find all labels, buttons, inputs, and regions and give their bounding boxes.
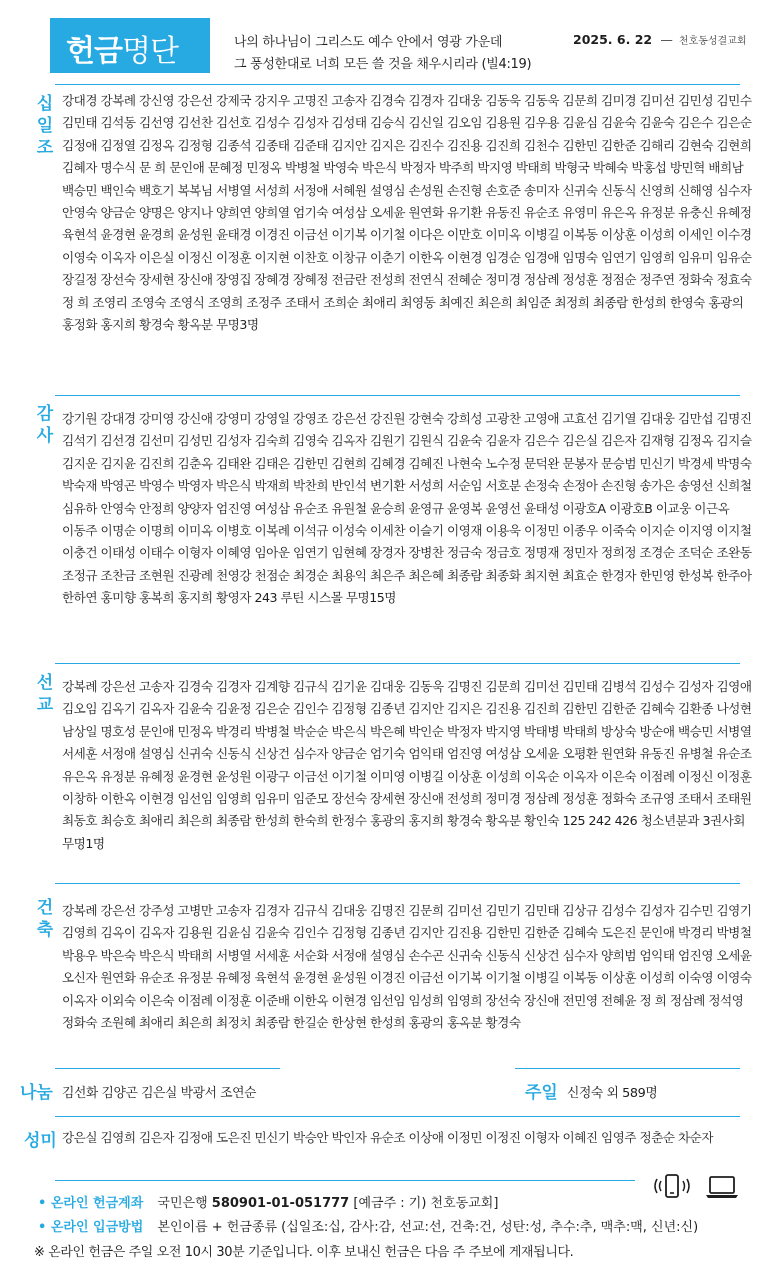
divider [55,84,740,85]
method-text: 본인이름 + 헌금종류 (십일조:십, 감사:감, 선교:선, 건축:건, 성탄:성, 추수:추, 맥추:맥, 신년:신) [157,1220,699,1235]
section-label-mission: 선 교 [36,673,54,715]
building-names: 강복례 강은선 강주성 고병만 고송자 김경자 김규식 김대웅 김명진 김문희 김미선 김민기 김민태 김상규 김성수 김성자 김수민 김영기 김영희 김옥이 김옥자 김용원 김윤심 김윤숙 김인수 김정형 김종년 김지안 김진용 김한민 김한준 김혜숙 도은진 문인애 박경리 박병철 박용우 박은숙 박은식 박태희 서병열 서세훈 서순화 서정애 설영심 손수곤 신귀숙 신동식 신상건 심수자 양희범 엄익태 엄진영 오세윤 오신자 원연화 유순조 유정분 유혜정 육현석 윤경현 윤성원 이경진 이금선 이기복 이기철 이병길 이복동 이상훈 이성희 이숙영 이영숙 이옥자 이외숙 이은숙 이점례 이정훈 이준배 이한옥 이현경 임선임 임성희 임영희 장선숙 장신애 전민영 전혜윤 정 희 정삼례 정석영 정화숙 조원혜 최애리 최은희 최정치 최종람 한길순 한상현 한성희 홍광의 홍옥분 황경숙 [62,903,752,1031]
section-label-sunday: 주일 [525,1083,558,1103]
page-title: 헌금명단 [66,34,178,69]
phone-icon [652,1172,692,1200]
divider [515,1068,740,1069]
divider [55,1180,635,1181]
account-label: 온라인 헌금계좌 [50,1196,144,1211]
divider [55,1116,740,1117]
section-label-holy-rice: 성미 [24,1131,57,1151]
sunday-names: 신정숙 외 589명 [567,1086,658,1101]
scripture-verse: 나의 하나님이 그리스도 예수 안에서 영광 가운데 그 풍성한대로 너희 모든 쓸 것을 채우시리라 (빌4:19) [234,35,532,72]
divider [55,883,740,884]
method-label: 온라인 입금방법 [50,1220,144,1235]
church-name: 천호동성결교회 [678,36,747,47]
divider [55,663,740,664]
thanks-names: 강기원 강대경 강미영 강신애 강영미 강영일 강영조 강은선 강진원 강현숙 강희성 고광찬 고영애 고효선 김기열 김대웅 김만섭 김명진 김석기 김선경 김선미 김성민 김성자 김숙희 김영숙 김옥자 김원기 김원식 김윤숙 김윤자 김은수 김은실 김은자 김재형 김정옥 김지슬 김지운 김지윤 김진희 김춘옥 김태완 김태은 김한민 김현희 김혜경 김혜진 나현숙 노수정 문덕완 문봉자 문승범 민신기 박경세 박명숙 박숙재 박영곤 박영수 박영자 박은식 박재희 박찬희 반인석 변기환 서성희 서순임 서호분 손정숙 손정아 손진형 송가은 송영선 신희철 심유하 안영숙 안정희 양양자 엄진영 여성삼 유순조 유원철 윤승희 윤영규 윤영복 윤영선 윤태성 이광호A 이광호B 이교웅 이근옥 이동주 이명순 이명희 이미옥 이병호 이복례 이석규 이성숙 이세찬 이슬기 이영재 이용욱 이정민 이종우 이죽숙 이지순 이지영 이지철 이충건 이태성 이태수 이형자 이혜영 임아운 임연기 임현혜 장경자 장병찬 정금숙 정금호 정명재 정민자 정희정 조경순 조덕순 조완동 조정규 조찬금 조현원 진광례 천영강 천점순 최경순 최용익 최은주 최은혜 최종람 최종화 최지현 최효순 한경자 한민영 한성복 한주아 한하연 홍미향 홍복희 홍지희 황영자 243 루틴 시스몰 무명15명 [62,411,752,606]
online-method-row: • 온라인 입금방법 본인이름 + 헌금종류 (십일조:십, 감사:감, 선교:선, 건축:건, 성탄:성, 추수:추, 맥추:맥, 신년:신) [38,1220,699,1235]
account-number[interactable]: 580901-01-051777 [211,1196,350,1211]
section-label-building: 건 축 [36,898,54,940]
section-label-thanks: 감 사 [36,404,54,446]
divider [55,1068,280,1069]
section-label-sharing: 나눔 [20,1083,53,1103]
holy-rice-names: 강은실 김영희 김은자 김정애 도은진 민신기 박승안 박인자 유순조 이상애 이정민 이정진 이형자 이혜진 임영주 정춘순 차순자 [62,1130,713,1145]
sharing-names: 김선화 김양곤 김은실 박광서 조연순 [62,1086,257,1101]
tithe-names: 강대경 강복례 강신영 강은선 강제국 강지우 고명진 고송자 김경숙 김경자 김대웅 김동욱 김동욱 김문희 김미경 김미선 김민성 김민수 김민태 김석동 김선영 김선찬 김선호 김성수 김성자 김성태 김승식 김신일 김오임 김용원 김우용 김윤심 김윤숙 김윤숙 김은수 김은순 김정애 김정열 김정옥 김정형 김종석 김종태 김준태 김지안 김지은 김진수 김진용 김진희 김천수 김한민 김한준 김해리 김현숙 김현희 김혜자 명수식 문 희 문인애 문혜정 민정옥 박병철 박영숙 박은식 박정자 박주희 박지영 박태희 박형국 박혜숙 박홍섭 방민혁 배희남 백승민 백인숙 백호기 복복님 서병열 서성희 서정애 서혜원 설영심 손성원 손진형 손호준 송미자 신귀숙 신동식 신영희 신해영 심수자 안영숙 양금순 양명은 양지나 양희연 양희열 엄기숙 여성삼 오세윤 원연화 유기환 유동진 유순조 유영미 유은옥 유정분 유충신 유혜정 육현석 윤경현 윤경희 윤성원 윤태경 이경진 이금선 이기복 이기철 이다은 이만호 이미옥 이병길 이복동 이상훈 이성희 이세인 이수경 이영숙 이옥자 이은실 이정신 이정훈 이지현 이찬호 이창규 이춘기 이한옥 이현경 임경순 임경애 임명숙 임연기 임영희 임유미 임유순 장길정 장선숙 장세현 장신애 장영집 장혜경 장혜정 전금란 전성희 전연식 전혜순 정미경 정삼례 정성훈 정점순 정주연 정화숙 정효숙 정 희 조영리 조영숙 조영식 조영희 조정주 조태서 조희순 최애리 최영동 최예진 최은희 최임준 최정희 최종람 한성희 한영숙 홍광의 홍정화 홍지희 황경숙 황옥분 무명3명 [62,93,752,333]
account-holder: [예금주 : 기) 천호동교회] [353,1196,499,1211]
online-account-row: • 온라인 헌금계좌 국민은행 580901-01-051777 [예금주 : 기) 천호동교회] [38,1196,499,1211]
account-bank: 국민은행 [157,1196,208,1211]
title-banner [50,18,210,73]
section-label-tithe: 십 일 조 [36,94,54,158]
footnote: ※ 온라인 헌금은 주일 오전 10시 30분 기준입니다. 이후 보내신 헌금은 다음 주 주보에 게재됩니다. [34,1245,574,1260]
bulletin-date: 2025. 6. 22 — 천호동성결교회 [573,32,747,47]
laptop-icon [705,1174,739,1200]
mission-names: 강복례 강은선 고송자 김경숙 김경자 김계향 김규식 김기윤 김대웅 김동욱 김명진 김문희 김미선 김민태 김병석 김성수 김성자 김영애 김오임 김옥기 김옥자 김윤숙 김윤정 김은순 김인수 김정형 김종년 김지안 김지은 김진용 김진희 김한민 김한준 김혜숙 김환종 나성현 남상일 명호성 문인애 민정옥 박경리 박병철 박순순 박은식 박은혜 박인순 박정자 박지영 박태병 박태희 방상숙 방순애 백승민 서병열 서세훈 서정애 설영심 신귀숙 신동식 신상건 심수자 양금순 엄기숙 엄익태 엄진영 여성삼 오세윤 오평환 원연화 유동진 유병철 유순조 유은옥 유정분 유혜정 윤경현 윤성원 이광구 이금선 이기철 이미영 이병길 이상훈 이성희 이옥순 이옥자 이은숙 이점례 이정신 이정훈 이창하 이한옥 이현경 임선임 임영희 임유미 임준모 장선숙 장세현 장신애 전성희 정미경 정삼례 정성훈 정화숙 조규영 조태서 조태원 최동호 최승호 최애리 최은희 최종람 한성희 한숙희 한정수 홍광의 홍지희 황경숙 황옥분 황인숙 125 242 426 청소년분과 3권사회 무명1명 [62,679,752,851]
divider [55,395,740,396]
